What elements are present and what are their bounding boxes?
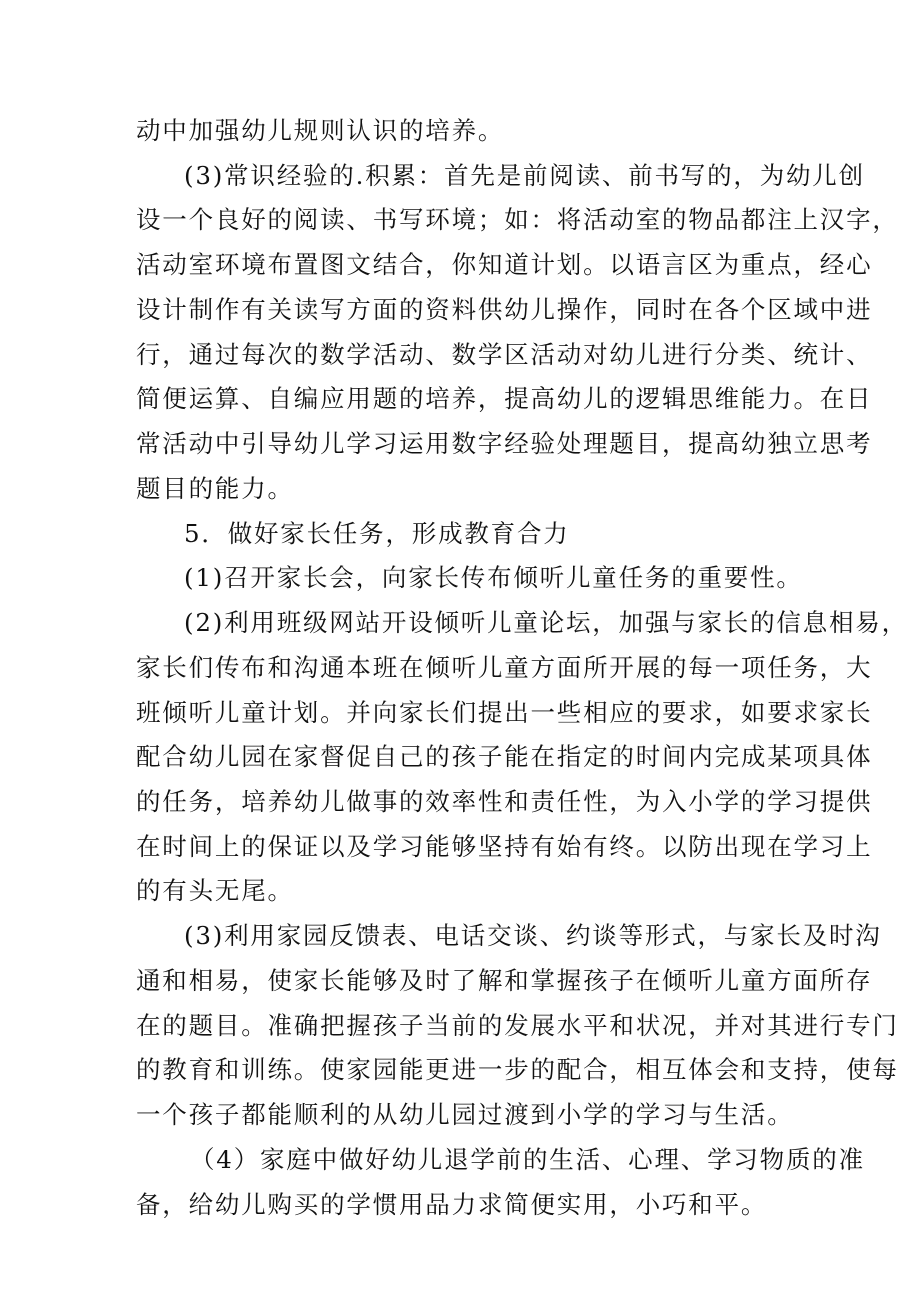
text-line: 的任务，培养幼儿做事的效率性和责任性，为入小学的学习提供 xyxy=(136,787,873,816)
text-line: 家长们传布和沟通本班在倾听儿童方面所开展的每一项任务，大 xyxy=(136,653,873,682)
text-line: 备，给幼儿购买的学惯用品力求简便实用，小巧和平。 xyxy=(136,1190,768,1219)
text-line: (3)常识经验的.积累：首先是前阅读、前书写的，为幼儿创 xyxy=(184,161,865,190)
text-line: 班倾听儿童计划。并向家长们提出一些相应的要求，如要求家长 xyxy=(136,698,873,727)
text-line: 设一个良好的阅读、书写环境；如：将活动室的物品都注上汉字， xyxy=(136,205,899,234)
text-line: (2)利用班级网站开设倾听儿童论坛，加强与家长的信息相易， xyxy=(184,608,908,637)
text-line: 一个孩子都能顺利的从幼儿园过渡到小学的学习与生活。 xyxy=(136,1100,794,1129)
text-line: 的教育和训练。使家园能更进一步的配合，相互体会和支持，使每 xyxy=(136,1055,899,1084)
text-line: 动中加强幼儿规则认识的培养。 xyxy=(136,116,505,145)
text-line: 通和相易，使家长能够及时了解和掌握孩子在倾听儿童方面所存 xyxy=(136,966,873,995)
text-line: 设计制作有关读写方面的资料供幼儿操作，同时在各个区域中进 xyxy=(136,295,873,324)
text-line: (1)召开家长会，向家长传布倾听儿童任务的重要性。 xyxy=(184,563,803,592)
text-line: 在的题目。准确把握孩子当前的发展水平和状况，并对其进行专门 xyxy=(136,1011,899,1040)
text-line: 配合幼儿园在家督促自己的孩子能在指定的时间内完成某项具体 xyxy=(136,742,873,771)
text-line: 常活动中引导幼儿学习运用数字经验处理题目，提高幼独立思考 xyxy=(136,429,873,458)
text-line: 简便运算、自编应用题的培养，提高幼儿的逻辑思维能力。在日 xyxy=(136,384,873,413)
text-line: （4）家庭中做好幼儿退学前的生活、心理、学习物质的准 xyxy=(190,1145,865,1174)
text-line: 题目的能力。 xyxy=(136,474,294,503)
text-line: 的有头无尾。 xyxy=(136,876,294,905)
text-line: 在时间上的保证以及学习能够坚持有始有终。以防出现在学习上 xyxy=(136,832,873,861)
text-line: (3)利用家园反馈表、电话交谈、约谈等形式，与家长及时沟 xyxy=(184,921,882,950)
text-line: 行，通过每次的数学活动、数学区活动对幼儿进行分类、统计、 xyxy=(136,340,873,369)
text-line: 活动室环境布置图文结合，你知道计划。以语言区为重点，经心 xyxy=(136,250,873,279)
section-heading: 5．做好家长任务，形成教育合力 xyxy=(184,519,570,548)
